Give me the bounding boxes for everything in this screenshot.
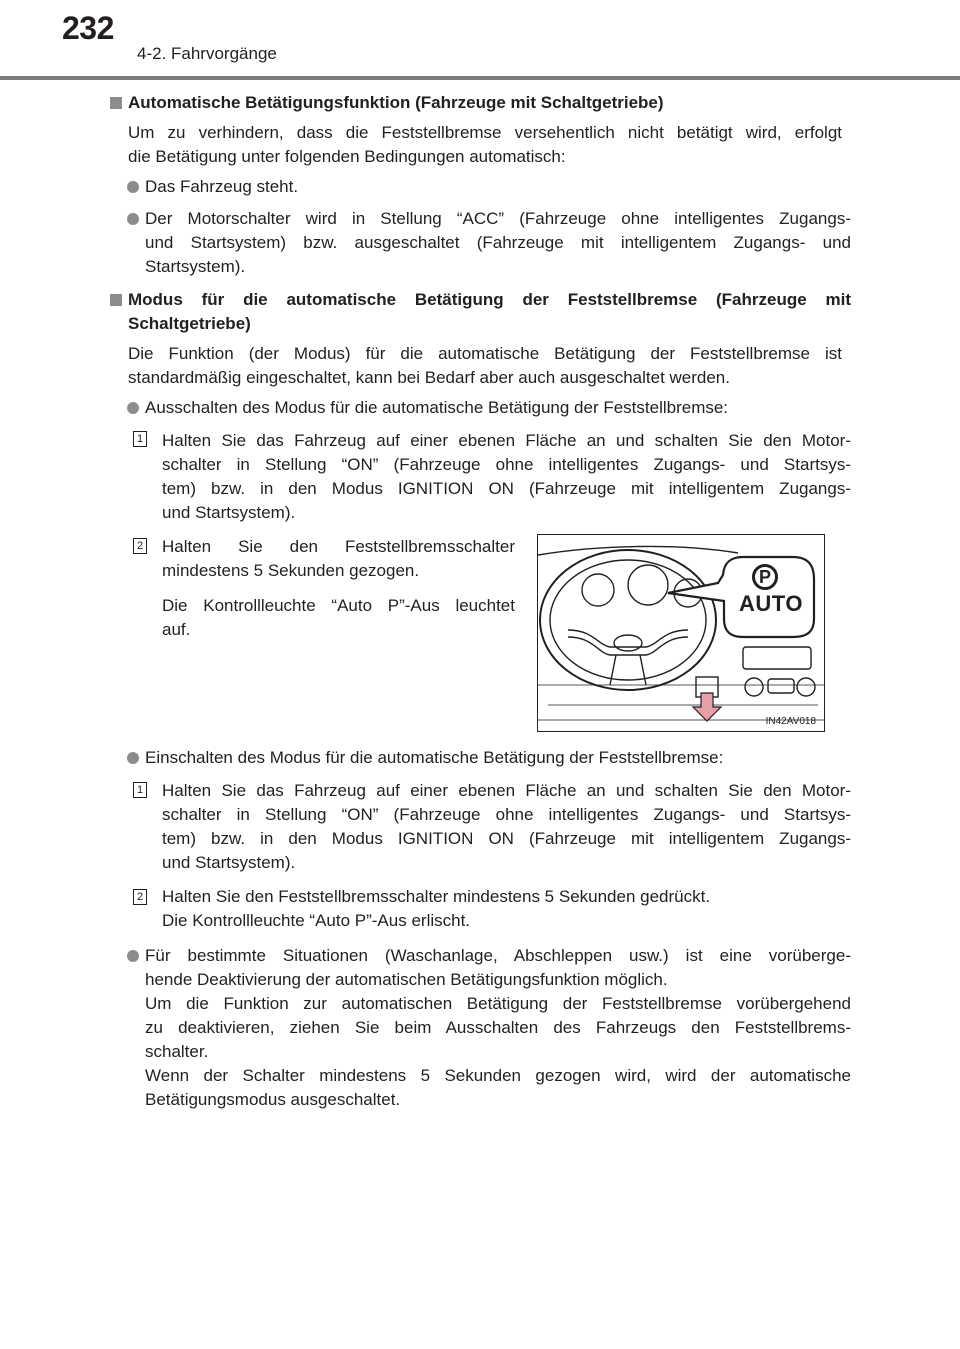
intro-line: Die Funktion (der Modus) für die automatische Betätigung der Feststellbremse ist bbox=[128, 344, 842, 363]
square-bullet-icon bbox=[110, 97, 122, 109]
step-number-box: 1 bbox=[133, 782, 147, 798]
step-text: und Startsystem). bbox=[162, 503, 296, 522]
bullet-text: Um die Funktion zur automatischen Betätigung der Feststellbremse vorübergehend bbox=[145, 994, 851, 1013]
dashboard-illustration bbox=[538, 535, 825, 732]
step-text: Die Kontrollleuchte “Auto P”-Aus erlischt. bbox=[162, 911, 471, 930]
step-text: Halten Sie den Feststellbremsschalter mindestens 5 Sekunden gedrückt. bbox=[162, 887, 711, 906]
step-text: tem) bzw. in den Modus IGNITION ON (Fahrzeuge mit intelligentem Zugangs- bbox=[162, 479, 851, 498]
intro-line: die Betätigung unter folgenden Bedingungen automatisch: bbox=[128, 147, 566, 166]
page-number: 232 bbox=[62, 10, 114, 46]
step-text: tem) bzw. in den Modus IGNITION ON (Fahrzeuge mit intelligentem Zugangs- bbox=[162, 829, 851, 848]
on-mode-title: Einschalten des Modus für die automatische Betätigung der Feststellbremse: bbox=[145, 748, 724, 767]
figure-code: IN42AV018 bbox=[765, 716, 816, 727]
step-text: Halten Sie das Fahrzeug auf einer ebenen Fläche an und schalten Sie den Motor- bbox=[162, 431, 851, 450]
bullet-icon bbox=[127, 402, 139, 414]
bullet-text: Wenn der Schalter mindestens 5 Sekunden gezogen wird, wird der automatische bbox=[145, 1066, 851, 1085]
section-title: 4-2. Fahrvorgänge bbox=[137, 44, 277, 63]
bullet-icon bbox=[127, 950, 139, 962]
heading-mode: Schaltgetriebe) bbox=[128, 314, 251, 333]
bullet-text: und Startsystem) bzw. ausgeschaltet (Fahrzeuge mit intelligentem Zugangs- und bbox=[145, 233, 851, 252]
bullet-text: Für bestimmte Situationen (Waschanlage, Abschleppen usw.) ist eine vorüberge- bbox=[145, 946, 851, 965]
step-text: Halten Sie das Fahrzeug auf einer ebenen Fläche an und schalten Sie den Motor- bbox=[162, 781, 851, 800]
bullet-text: zu deaktivieren, ziehen Sie beim Ausschalten des Fahrzeugs den Feststellbrems- bbox=[145, 1018, 851, 1037]
step-text: Halten Sie den Feststellbremsschalter bbox=[162, 537, 515, 556]
bullet-icon bbox=[127, 213, 139, 225]
bullet-icon bbox=[127, 752, 139, 764]
heading-mode: Modus für die automatische Betätigung der Feststellbremse (Fahrzeuge mit bbox=[128, 290, 851, 309]
step-number-box: 1 bbox=[133, 431, 147, 447]
bullet-text: Das Fahrzeug steht. bbox=[145, 177, 299, 196]
step-text: schalter in Stellung “ON” (Fahrzeuge ohne intelligentes Zugangs- und Startsys- bbox=[162, 805, 851, 824]
steering-wheel-figure bbox=[537, 534, 825, 732]
intro-line: Um zu verhindern, dass die Feststellbremse versehentlich nicht betätigt wird, erfolgt bbox=[128, 123, 842, 142]
bullet-text: schalter. bbox=[145, 1042, 209, 1061]
bullet-text: Startsystem). bbox=[145, 257, 246, 276]
auto-label: AUTO bbox=[739, 591, 803, 616]
bullet-text: hende Deaktivierung der automatischen Betätigungsfunktion möglich. bbox=[145, 970, 668, 989]
step-text: mindestens 5 Sekunden gezogen. bbox=[162, 561, 420, 580]
step-text: und Startsystem). bbox=[162, 853, 296, 872]
bullet-text: Der Motorschalter wird in Stellung “ACC” (Fahrzeuge ohne intelligentes Zugangs- bbox=[145, 209, 851, 228]
bullet-icon bbox=[127, 181, 139, 193]
square-bullet-icon bbox=[110, 294, 122, 306]
step-number-box: 2 bbox=[133, 538, 147, 554]
heading-auto-function: Automatische Betätigungsfunktion (Fahrzeuge mit Schaltgetriebe) bbox=[128, 93, 664, 112]
header-rule bbox=[0, 76, 960, 80]
step-note: Die Kontrollleuchte “Auto P”-Aus leuchtet bbox=[162, 596, 515, 615]
step-text: schalter in Stellung “ON” (Fahrzeuge ohne intelligentes Zugangs- und Startsys- bbox=[162, 455, 851, 474]
step-number-box: 2 bbox=[133, 889, 147, 905]
step-note: auf. bbox=[162, 620, 191, 639]
bullet-text: Betätigungsmodus ausgeschaltet. bbox=[145, 1090, 401, 1109]
parking-indicator-icon: P bbox=[752, 564, 778, 590]
off-mode-title: Ausschalten des Modus für die automatische Betätigung der Feststellbremse: bbox=[145, 398, 729, 417]
intro-line: standardmäßig eingeschaltet, kann bei Bedarf aber auch ausgeschaltet werden. bbox=[128, 368, 730, 387]
